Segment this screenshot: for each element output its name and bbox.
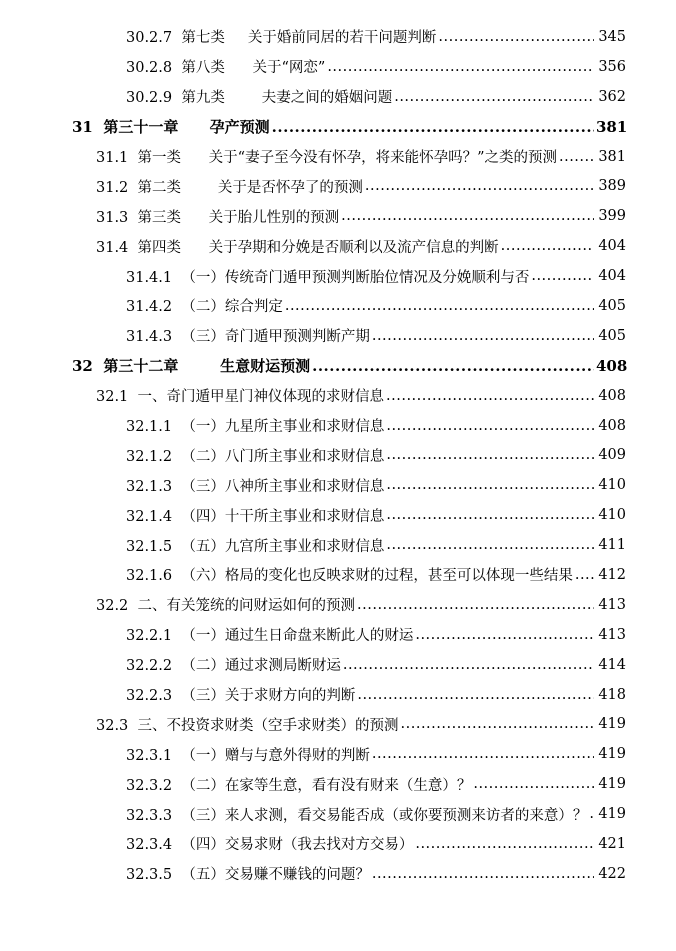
toc-section-entry[interactable] bbox=[0, 201, 676, 231]
toc-chapter-entry[interactable] bbox=[0, 351, 676, 381]
toc-entry-page-number: 419 bbox=[598, 806, 626, 823]
dot-leader bbox=[501, 238, 594, 254]
dot-leader bbox=[415, 836, 594, 852]
dot-leader bbox=[285, 298, 594, 314]
toc-entry-title: 32.2 二、有关笼统的问财运如何的预测 bbox=[96, 598, 356, 615]
toc-subsection-entry[interactable] bbox=[0, 22, 676, 52]
toc-entry-page-number: 421 bbox=[598, 835, 626, 852]
toc-subsection-entry[interactable] bbox=[0, 530, 676, 560]
dot-leader bbox=[312, 357, 594, 375]
toc-entry-title: 32.2.1 （一）通过生日命盘来断此人的财运 bbox=[126, 628, 414, 645]
dot-leader bbox=[394, 89, 594, 105]
dot-leader bbox=[415, 627, 594, 643]
toc-entry-title: 32.1 一、奇门遁甲星门神仪体现的求财信息 bbox=[96, 389, 385, 406]
dot-leader bbox=[365, 178, 594, 194]
toc-section-entry[interactable] bbox=[0, 590, 676, 620]
toc-subsection-entry[interactable] bbox=[0, 470, 676, 500]
toc-entry-page-number: 362 bbox=[598, 88, 626, 105]
toc-entry-page-number: 409 bbox=[598, 447, 626, 464]
dot-leader bbox=[473, 776, 594, 792]
toc-entry-title: 32.3.4 （四）交易求财（我去找对方交易） bbox=[126, 837, 414, 854]
toc-section-entry[interactable] bbox=[0, 709, 676, 739]
toc-entry-page-number: 410 bbox=[598, 507, 626, 524]
toc-entry-title: 31.4.2 （二）综合判定 bbox=[126, 299, 283, 316]
toc-entry-title: 31.2 第二类 关于是否怀孕了的预测 bbox=[96, 179, 363, 196]
dot-leader bbox=[386, 418, 594, 434]
toc-subsection-entry[interactable] bbox=[0, 829, 676, 859]
dot-leader bbox=[401, 716, 594, 732]
toc-entry-page-number: 356 bbox=[598, 58, 626, 75]
toc-entry-title: 32.3.3 （三）来人求测，看交易能否成（或你要预测来访者的来意）？ bbox=[126, 807, 588, 824]
toc-entry-page-number: 413 bbox=[598, 596, 626, 613]
dot-leader bbox=[531, 268, 594, 284]
toc-chapter-entry[interactable] bbox=[0, 112, 676, 142]
table-of-contents bbox=[0, 22, 676, 889]
dot-leader bbox=[372, 746, 594, 762]
toc-entry-page-number: 422 bbox=[598, 865, 626, 882]
toc-entry-title: 32.2.3 （三）关于求财方向的判断 bbox=[126, 688, 356, 705]
dot-leader bbox=[272, 118, 594, 136]
toc-entry-page-number: 389 bbox=[598, 178, 626, 195]
toc-entry-page-number: 381 bbox=[598, 148, 626, 165]
toc-subsection-entry[interactable] bbox=[0, 769, 676, 799]
toc-subsection-entry[interactable] bbox=[0, 52, 676, 82]
dot-leader bbox=[372, 328, 594, 344]
toc-entry-page-number: 408 bbox=[598, 387, 626, 404]
toc-entry-page-number: 410 bbox=[598, 477, 626, 494]
dot-leader bbox=[372, 866, 594, 882]
toc-entry-title: 31.4.1 （一）传统奇门遁甲预测判断胎位情况及分娩顺利与否 bbox=[126, 269, 530, 286]
toc-entry-page-number: 411 bbox=[598, 537, 626, 554]
toc-subsection-entry[interactable] bbox=[0, 560, 676, 590]
toc-subsection-entry[interactable] bbox=[0, 261, 676, 291]
toc-subsection-entry[interactable] bbox=[0, 82, 676, 112]
toc-entry-title: 31.1 第一类 关于“妻子至今没有怀孕，将来能怀孕吗？”之类的预测 bbox=[96, 150, 557, 166]
toc-subsection-entry[interactable] bbox=[0, 321, 676, 351]
toc-subsection-entry[interactable] bbox=[0, 739, 676, 769]
toc-section-entry[interactable] bbox=[0, 142, 676, 172]
toc-entry-page-number: 408 bbox=[596, 356, 628, 375]
toc-subsection-entry[interactable] bbox=[0, 859, 676, 889]
toc-entry-title: 32 第三十二章 生意财运预测 bbox=[72, 357, 311, 376]
toc-entry-title: 32.1.2 （二）八门所主事业和求财信息 bbox=[126, 448, 385, 465]
toc-entry-page-number: 404 bbox=[598, 238, 626, 255]
toc-entry-title: 31.4.3 （三）奇门遁甲预测判断产期 bbox=[126, 329, 370, 346]
toc-subsection-entry[interactable] bbox=[0, 650, 676, 680]
dot-leader bbox=[559, 149, 594, 165]
toc-entry-page-number: 413 bbox=[598, 626, 626, 643]
dot-leader bbox=[438, 29, 594, 45]
toc-entry-page-number: 419 bbox=[598, 746, 626, 763]
toc-entry-page-number: 381 bbox=[596, 117, 628, 136]
dot-leader bbox=[327, 59, 594, 75]
toc-entry-title: 31.3 第三类 关于胎儿性别的预测 bbox=[96, 209, 340, 226]
toc-entry-page-number: 345 bbox=[598, 28, 626, 45]
toc-entry-title: 32.3.5 （五）交易赚不赚钱的问题？ bbox=[126, 867, 370, 884]
toc-subsection-entry[interactable] bbox=[0, 620, 676, 650]
toc-entry-title: 31.4 第四类 关于孕期和分娩是否顺利以及流产信息的判断 bbox=[96, 239, 499, 256]
dot-leader bbox=[386, 507, 594, 523]
toc-section-entry[interactable] bbox=[0, 381, 676, 411]
toc-entry-page-number: 399 bbox=[598, 208, 626, 225]
dot-leader bbox=[357, 687, 594, 703]
dot-leader bbox=[386, 477, 594, 493]
toc-entry-page-number: 405 bbox=[598, 327, 626, 344]
toc-entry-page-number: 405 bbox=[598, 297, 626, 314]
dot-leader bbox=[343, 657, 594, 673]
dot-leader bbox=[386, 537, 594, 553]
toc-entry-page-number: 418 bbox=[598, 686, 626, 703]
toc-entry-page-number: 412 bbox=[598, 566, 626, 583]
toc-subsection-entry[interactable] bbox=[0, 440, 676, 470]
toc-subsection-entry[interactable] bbox=[0, 411, 676, 441]
dot-leader bbox=[386, 388, 594, 404]
toc-subsection-entry[interactable] bbox=[0, 291, 676, 321]
toc-entry-title: 31 第三十一章 孕产预测 bbox=[72, 118, 270, 137]
toc-entry-title: 32.3.1 （一）赠与与意外得财的判断 bbox=[126, 747, 370, 764]
toc-subsection-entry[interactable] bbox=[0, 500, 676, 530]
toc-entry-page-number: 404 bbox=[598, 268, 626, 285]
toc-entry-title: 30.2.7 第七类 关于婚前同居的若干问题判断 bbox=[126, 30, 437, 47]
toc-entry-page-number: 414 bbox=[598, 656, 626, 673]
toc-entry-title: 32.1.3 （三）八神所主事业和求财信息 bbox=[126, 478, 385, 495]
toc-entry-title: 32.1.4 （四）十干所主事业和求财信息 bbox=[126, 508, 385, 525]
toc-subsection-entry[interactable] bbox=[0, 680, 676, 710]
toc-entry-page-number: 419 bbox=[598, 776, 626, 793]
toc-section-entry[interactable] bbox=[0, 171, 676, 201]
toc-entry-title: 30.2.8 第八类 关于“网恋” bbox=[126, 60, 326, 77]
toc-entry-title: 30.2.9 第九类 夫妻之间的婚姻问题 bbox=[126, 90, 393, 107]
dot-leader bbox=[386, 447, 594, 463]
dot-leader bbox=[589, 806, 594, 822]
dot-leader bbox=[341, 208, 594, 224]
toc-entry-title: 32.3.2 （二）在家等生意，看有没有财来（生意）？ bbox=[126, 777, 472, 794]
toc-entry-title: 32.1.1 （一）九星所主事业和求财信息 bbox=[126, 419, 385, 436]
toc-entry-page-number: 419 bbox=[598, 716, 626, 733]
toc-subsection-entry[interactable] bbox=[0, 799, 676, 829]
toc-entry-title: 32.1.5 （五）九宫所主事业和求财信息 bbox=[126, 538, 385, 555]
toc-entry-title: 32.1.6 （六）格局的变化也反映求财的过程，甚至可以体现一些结果 bbox=[126, 568, 573, 585]
toc-entry-page-number: 408 bbox=[598, 417, 626, 434]
dot-leader bbox=[575, 567, 594, 583]
toc-entry-title: 32.2.2 （二）通过求测局断财运 bbox=[126, 658, 341, 675]
toc-entry-title: 32.3 三、不投资求财类（空手求财类）的预测 bbox=[96, 717, 399, 734]
toc-section-entry[interactable] bbox=[0, 231, 676, 261]
dot-leader bbox=[357, 597, 594, 613]
